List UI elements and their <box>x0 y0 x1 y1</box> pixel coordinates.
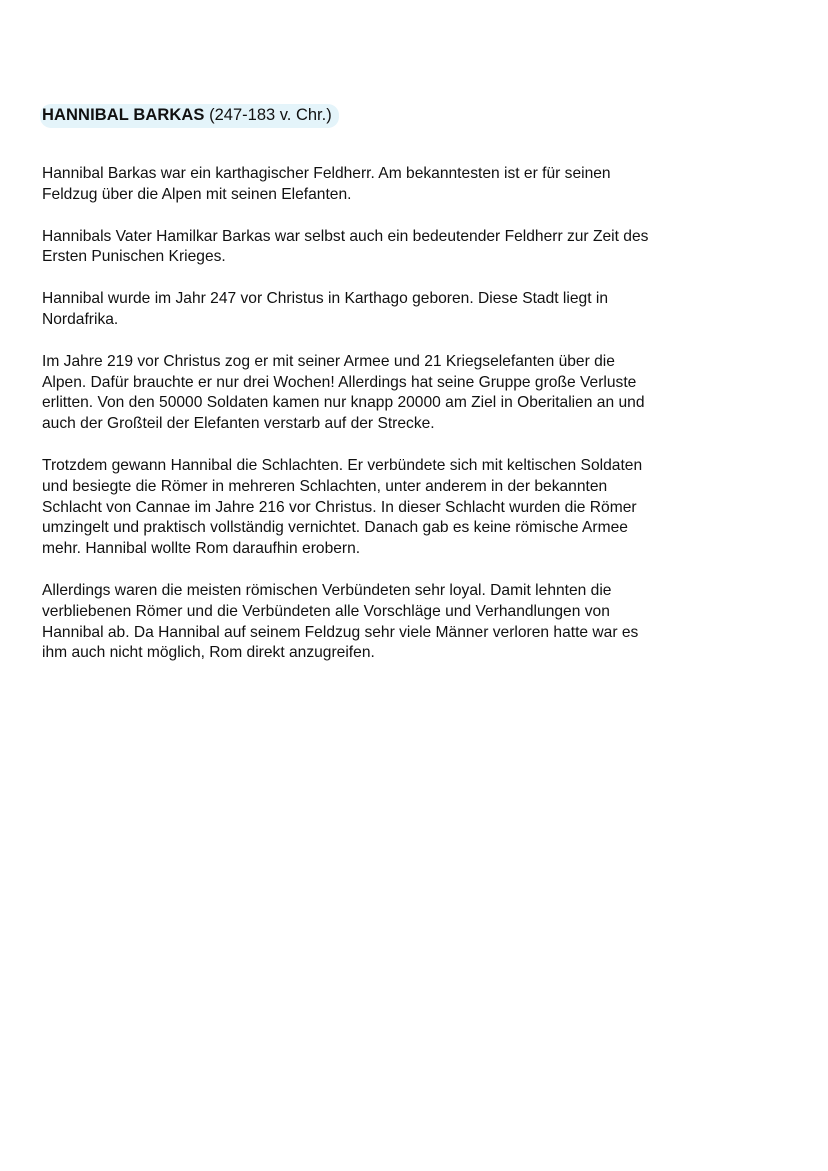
paragraph: Hannibals Vater Hamilkar Barkas war selbst auch ein bedeutender Feldherr zur Zeit des Ersten Punischen Krieges. <box>42 227 649 266</box>
paragraph: Allerdings waren die meisten römischen Verbündeten sehr loyal. Damit lehnten die verbliebenen Römer und die Verbündeten alle Vorschläge und Verhandlungen von Hannibal ab. Da Hannibal auf seinem Feldzug sehr viele Männer verloren hatte war es ihm auch nicht möglich, Rom direkt anzugreifen. <box>42 581 639 662</box>
paragraph: Hannibal Barkas war ein karthagischer Feldherr. Am bekanntesten ist er für seinen Feldzug über die Alpen mit seinen Elefanten. <box>42 165 611 203</box>
title-name: HANNIBAL BARKAS <box>42 106 205 124</box>
document-page <box>42 104 742 685</box>
document-body <box>42 164 742 664</box>
paragraph: Im Jahre 219 vor Christus zog er mit seiner Armee und 21 Kriegselefanten über die Alpen. Dafür brauchte er nur drei Wochen! Allerdings hat seine Gruppe große Verluste erlitten. Von den 50000 Soldaten kamen nur knapp 20000 am Ziel in Oberitalien an und auch der Großteil der Elefanten verstarb auf der Strecke. <box>42 352 645 433</box>
paragraph: Trotzdem gewann Hannibal die Schlachten. Er verbündete sich mit keltischen Soldaten und besiegte die Römer in mehreren Schlachten, unter anderem in der bekannten Schlacht von Cannae im Jahre 216 vor Christus. In dieser Schlacht wurden die Römer umzingelt und praktisch vollständig vernichtet. Danach gab es keine römische Armee mehr. Hannibal wollte Rom daraufhin erobern. <box>42 456 643 558</box>
paragraph: Hannibal wurde im Jahr 247 vor Christus in Karthago geboren. Diese Stadt liegt in Nordafrika. <box>42 290 609 328</box>
title-dates: (247-183 v. Chr.) <box>209 106 332 124</box>
document-title <box>40 104 339 128</box>
